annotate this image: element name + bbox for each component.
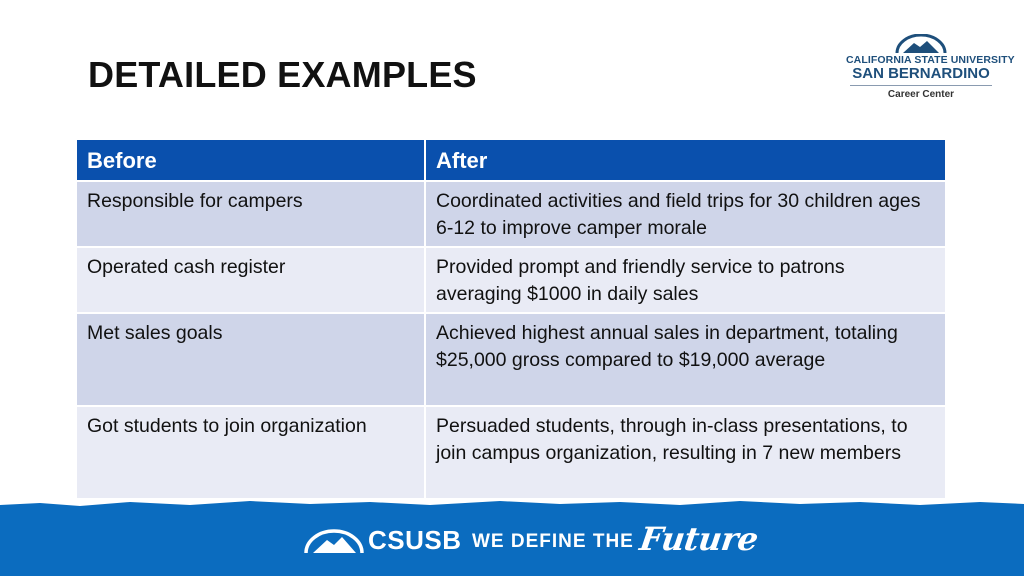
cell-after: Coordinated activities and field trips for 30 children ages 6-12 to improve camper morale <box>426 182 947 248</box>
header-before: Before <box>77 140 426 182</box>
footer-branding <box>0 508 1024 576</box>
table-row <box>77 407 947 500</box>
cell-before: Responsible for campers <box>77 182 426 248</box>
cell-before: Got students to join organization <box>77 407 426 500</box>
csusb-career-center-logo <box>846 34 1015 104</box>
table-row <box>77 248 947 314</box>
before-after-table <box>77 140 947 500</box>
cell-after: Achieved highest annual sales in department, totaling $25,000 gross compared to $19,000 average <box>426 314 947 407</box>
footer-tagline: WE DEFINE THE <box>472 531 634 552</box>
examples-table-container <box>77 140 947 500</box>
logo-department-line: Career Center <box>887 89 955 100</box>
logo-university-line: CALIFORNIA STATE UNIVERSITY <box>846 54 1015 66</box>
cell-after: Persuaded students, through in-class presentations, to join campus organization, resulting in 7 new members <box>426 407 947 500</box>
table-row <box>77 182 947 248</box>
csusb-mountain-icon <box>303 528 365 554</box>
cell-after: Provided prompt and friendly service to patrons averaging $1000 in daily sales <box>426 248 947 314</box>
logo-campus-line: SAN BERNARDINO <box>852 65 990 82</box>
table-header-row <box>77 140 947 182</box>
csusb-wordmark: CSUSB <box>368 525 462 555</box>
logo-divider <box>850 85 992 86</box>
cell-before: Met sales goals <box>77 314 426 407</box>
header-after: After <box>426 140 947 182</box>
mountain-arch-icon <box>894 34 948 54</box>
footer-tagline-script: Future <box>637 520 761 558</box>
table-row <box>77 314 947 407</box>
slide-title: DETAILED EXAMPLES <box>88 54 477 95</box>
cell-before: Operated cash register <box>77 248 426 314</box>
